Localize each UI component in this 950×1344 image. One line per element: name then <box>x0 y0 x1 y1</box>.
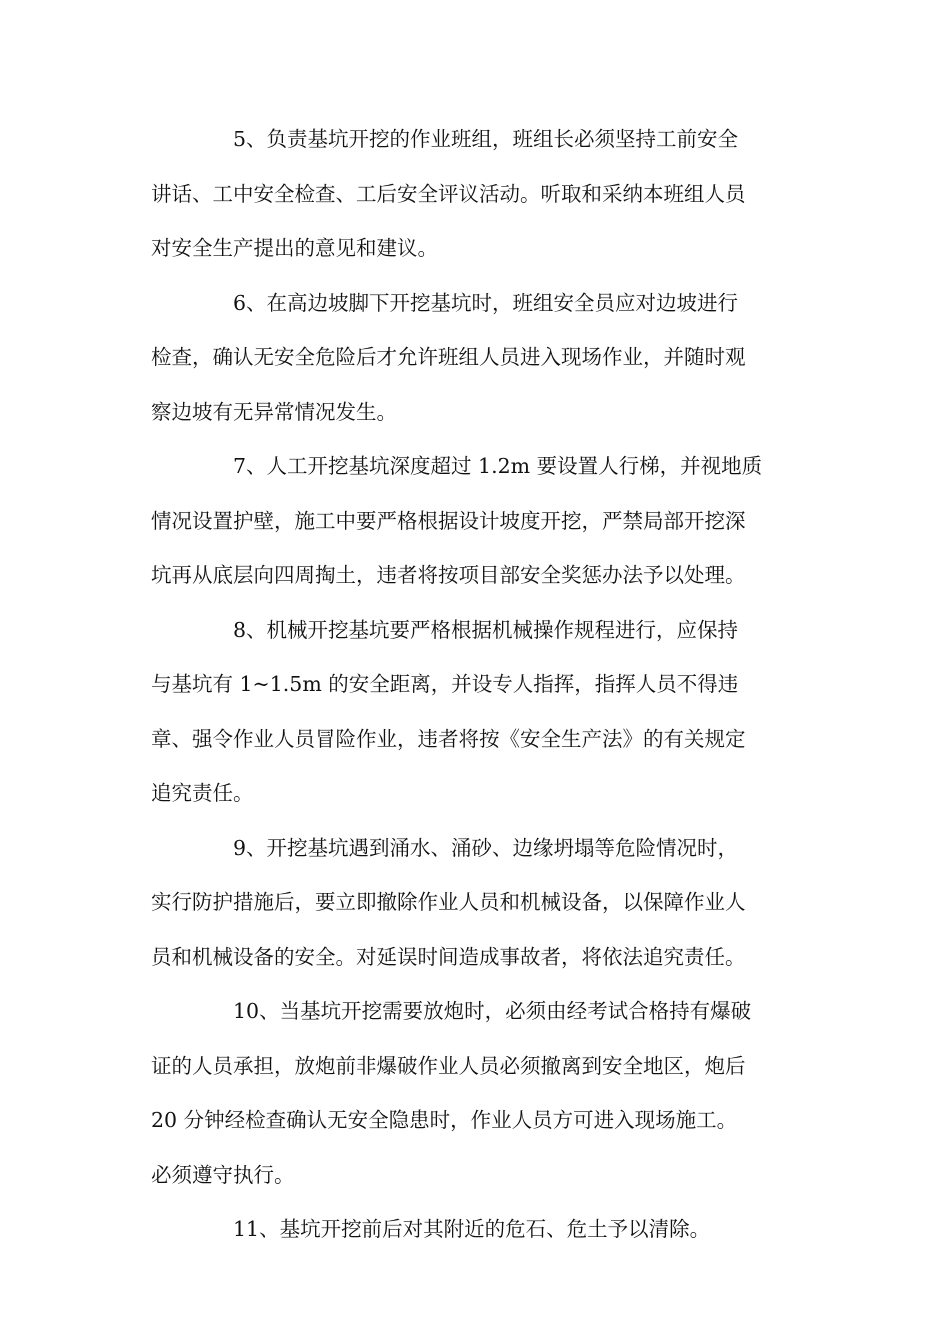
paragraph-line: 9、开挖基坑遇到涌水、涌砂、边缘坍塌等危险情况时， <box>233 835 739 860</box>
document-body <box>151 112 801 1257</box>
paragraph-line: 20 分钟经检查确认无安全隐患时，作业人员方可进入现场施工。 <box>151 1108 738 1132</box>
paragraph-5 <box>151 112 801 276</box>
paragraph-line: 7、人工开挖基坑深度超过 1.2m 要设置人行梯，并视地质 <box>233 454 763 478</box>
paragraph-line: 察边坡有无异常情况发生。 <box>151 399 397 424</box>
paragraph-10 <box>151 984 801 1202</box>
paragraph-line: 情况设置护壁，施工中要严格根据设计坡度开挖，严禁局部开挖深 <box>151 508 746 533</box>
paragraph-line: 讲话、工中安全检查、工后安全评议活动。听取和采纳本班组人员 <box>151 181 746 206</box>
paragraph-line: 检查，确认无安全危险后才允许班组人员进入现场作业，并随时观 <box>151 345 746 369</box>
paragraph-6 <box>151 276 801 440</box>
paragraph-line: 章、强令作业人员冒险作业，违者将按《安全生产法》的有关规定 <box>151 726 746 751</box>
paragraph-line: 实行防护措施后，要立即撤除作业人员和机械设备，以保障作业人 <box>151 890 746 914</box>
paragraph-8 <box>151 603 801 821</box>
paragraph-line: 必须遵守执行。 <box>151 1162 295 1187</box>
paragraph-line: 追究责任。 <box>151 781 254 805</box>
paragraph-line: 员和机械设备的安全。对延误时间造成事故者，将依法追究责任。 <box>151 944 746 969</box>
paragraph-line: 8、机械开挖基坑要严格根据机械操作规程进行，应保持 <box>233 617 739 642</box>
paragraph-9 <box>151 821 801 985</box>
paragraph-line: 6、在高边坡脚下开挖基坑时，班组安全员应对边坡进行 <box>233 290 739 315</box>
paragraph-7 <box>151 439 801 603</box>
paragraph-line: 对安全生产提出的意见和建议。 <box>151 236 438 260</box>
paragraph-line: 证的人员承担，放炮前非爆破作业人员必须撤离到安全地区，炮后 <box>151 1053 746 1078</box>
paragraph-line: 5、负责基坑开挖的作业班组，班组长必须坚持工前安全 <box>233 127 739 151</box>
paragraph-11 <box>151 1202 801 1257</box>
paragraph-line: 10、当基坑开挖需要放炮时，必须由经考试合格持有爆破 <box>233 999 752 1023</box>
paragraph-line: 坑再从底层向四周掏土，违者将按项目部安全奖惩办法予以处理。 <box>151 563 746 587</box>
paragraph-line: 11、基坑开挖前后对其附近的危石、危土予以清除。 <box>233 1217 711 1241</box>
paragraph-line: 与基坑有 1~1.5m 的安全距离，并设专人指挥，指挥人员不得违 <box>151 672 739 696</box>
